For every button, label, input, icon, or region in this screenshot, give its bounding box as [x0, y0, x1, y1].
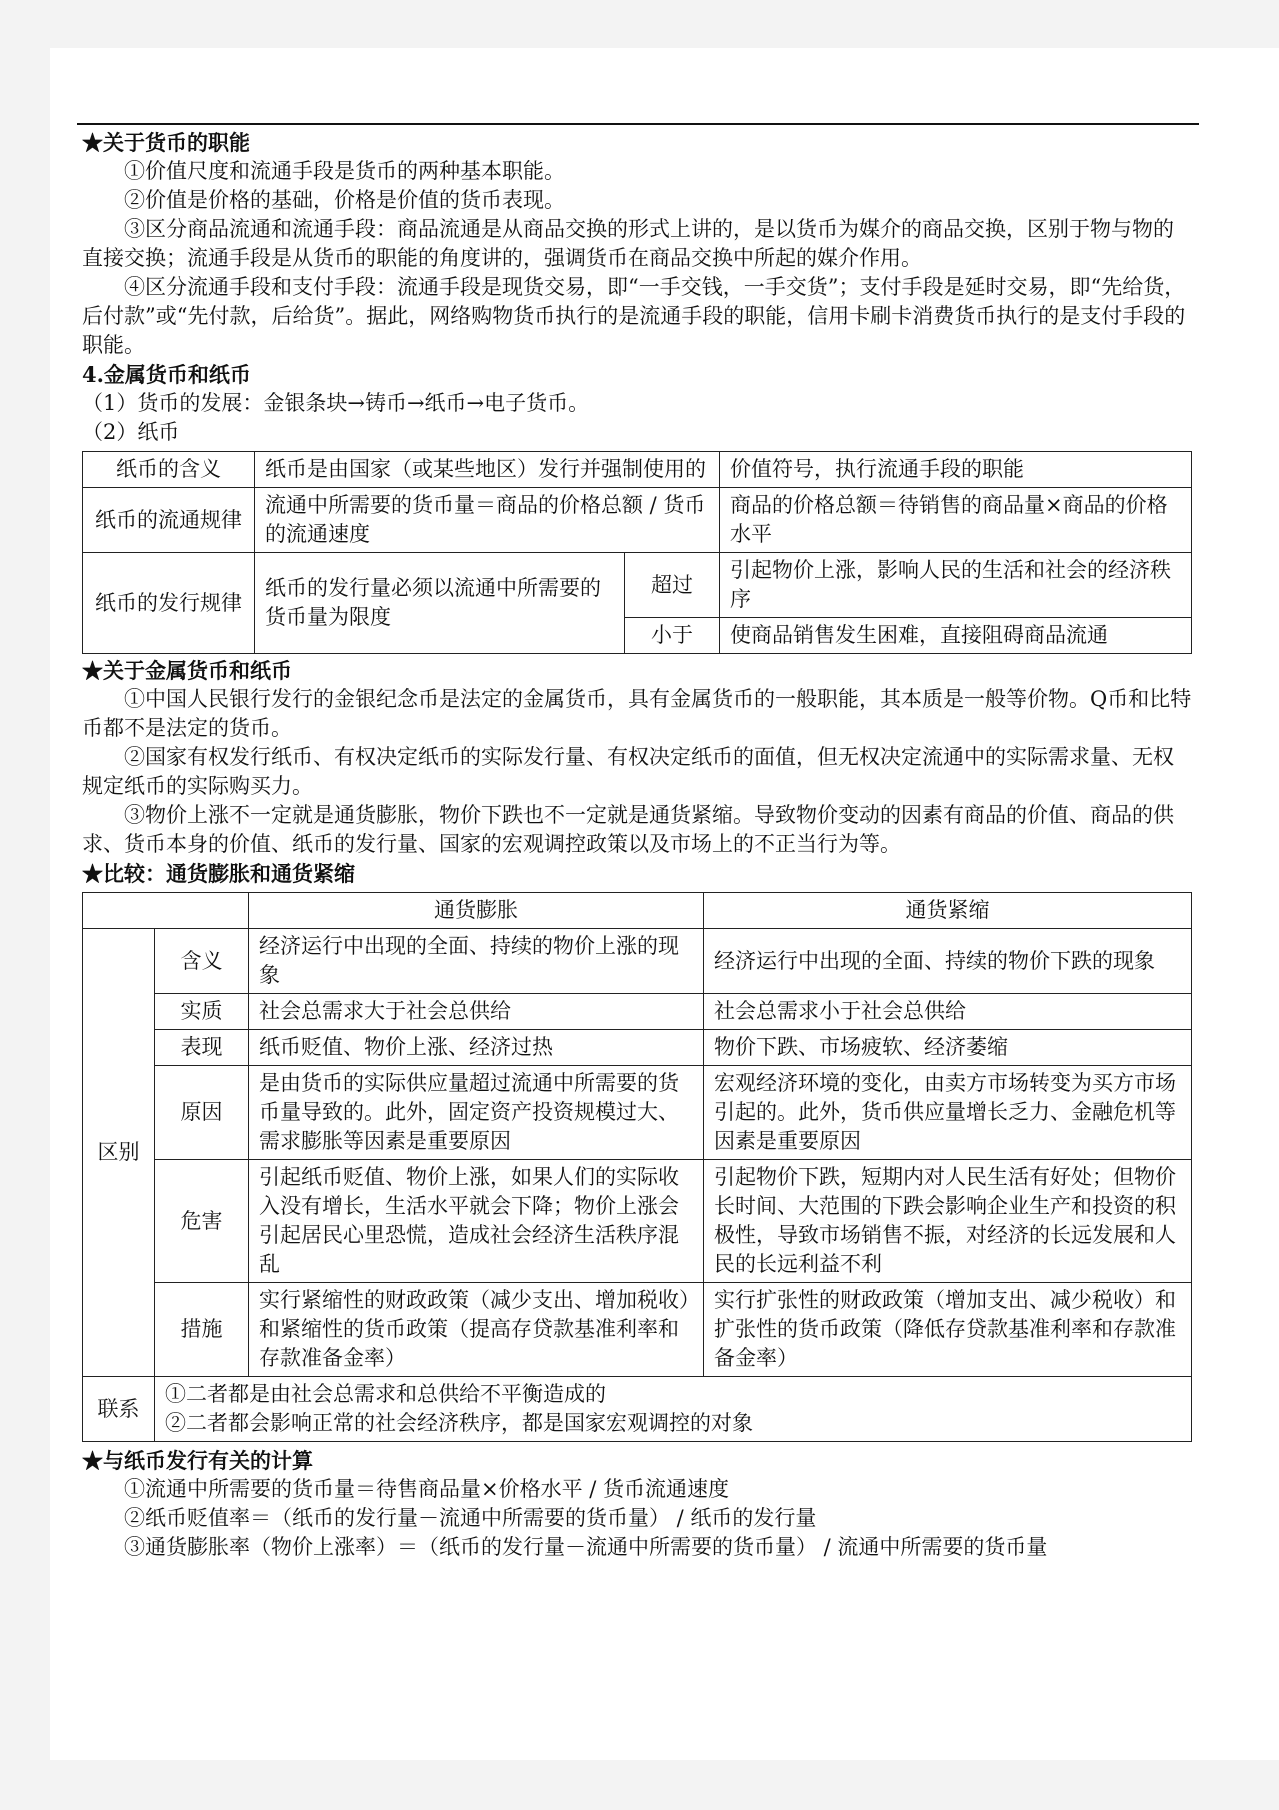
- row-label: 含义: [155, 929, 249, 994]
- cell: 经济运行中出现的全面、持续的物价上涨的现象: [249, 929, 704, 994]
- row-label: 原因: [155, 1066, 249, 1160]
- table-row: [83, 994, 1192, 1030]
- section-heading-metal-and-paper: ★关于金属货币和纸币: [82, 658, 292, 683]
- table-row: [83, 1160, 1192, 1283]
- cell: 社会总需求大于社会总供给: [249, 994, 704, 1030]
- cell: 社会总需求小于社会总供给: [704, 994, 1192, 1030]
- row-label: 纸币的流通规律: [83, 488, 255, 553]
- link-item: ①二者都是由社会总需求和总供给不平衡造成的: [165, 1382, 606, 1406]
- corner-cell: [83, 893, 249, 929]
- paper-money-table: [82, 451, 1192, 654]
- row-label: 实质: [155, 994, 249, 1030]
- column-header: 通货膨胀: [249, 893, 704, 929]
- row-label: 纸币的含义: [83, 452, 255, 488]
- cell: 引起物价上涨，影响人民的生活和社会的经济秩序: [720, 553, 1192, 618]
- section-heading-metal-paper: 4.金属货币和纸币: [82, 362, 251, 387]
- cell: 物价下跌、市场疲软、经济萎缩: [704, 1030, 1192, 1066]
- formula-item: ③通货膨胀率（物价上涨率）＝（纸币的发行量－流通中所需要的货币量） / 流通中所需要的货币量: [124, 1535, 1048, 1559]
- formula-item: ②纸币贬值率＝（纸币的发行量－流通中所需要的货币量） / 纸币的发行量: [124, 1506, 817, 1530]
- cell: 引起纸币贬值、物价上涨，如果人们的实际收入没有增长，生活水平就会下降；物价上涨会引起居民心里恐慌，造成社会经济生活秩序混乱: [249, 1160, 704, 1283]
- link-item: ②二者都会影响正常的社会经济秩序，都是国家宏观调控的对象: [165, 1411, 753, 1435]
- function-item: ③区分商品流通和流通手段：商品流通是从商品交换的形式上讲的，是以货币为媒介的商品交换，区别于物与物的直接交换；流通手段是从货币的职能的角度讲的，强调货币在商品交换中所起的媒介作用。: [82, 217, 1174, 270]
- row-label: 危害: [155, 1160, 249, 1283]
- note-item: ①中国人民银行发行的金银纪念币是法定的金属货币，具有金属货币的一般职能，其本质是一般等价物。Q币和比特币都不是法定的货币。: [82, 687, 1192, 740]
- cell: 经济运行中出现的全面、持续的物价下跌的现象: [704, 929, 1192, 994]
- cell: 实行紧缩性的财政政策（减少支出、增加税收）和紧缩性的货币政策（提高存贷款基准利率和存款准备金率）: [249, 1283, 704, 1377]
- table-row: [83, 1030, 1192, 1066]
- section-heading-calculation: ★与纸币发行有关的计算: [82, 1448, 313, 1473]
- note-item: ③物价上涨不一定就是通货膨胀，物价下跌也不一定就是通货紧缩。导致物价变动的因素有商品的价值、商品的供求、货币本身的价值、纸币的发行量、国家的宏观调控政策以及市场上的不正当行为等。: [82, 803, 1174, 856]
- cell-under-label: 小于: [625, 618, 720, 654]
- table-row: [83, 1066, 1192, 1160]
- document-body: [82, 128, 1192, 1562]
- table-header-row: [83, 893, 1192, 929]
- section-heading-functions: ★关于货币的职能: [82, 130, 250, 155]
- cell: 是由货币的实际供应量超过流通中所需要的货币量导致的。此外，固定资产投资规模过大、需求膨胀等因素是重要原因: [249, 1066, 704, 1160]
- table-row: [83, 1283, 1192, 1377]
- group-label: 联系: [83, 1377, 155, 1442]
- formula-item: ①流通中所需要的货币量＝待售商品量×价格水平 / 货币流通速度: [124, 1477, 730, 1501]
- column-header: 通货紧缩: [704, 893, 1192, 929]
- table-row: [83, 929, 1192, 994]
- cell: 纸币的发行量必须以流通中所需要的货币量为限度: [255, 553, 625, 654]
- cell: 纸币是由国家（或某些地区）发行并强制使用的: [255, 452, 720, 488]
- cell: 引起物价下跌，短期内对人民生活有好处；但物价长时间、大范围的下跌会影响企业生产和投资的积极性，导致市场销售不振，对经济的长远发展和人民的长远利益不利: [704, 1160, 1192, 1283]
- cell: 流通中所需要的货币量＝商品的价格总额 / 货币的流通速度: [255, 488, 720, 553]
- function-item: ④区分流通手段和支付手段：流通手段是现货交易，即“一手交钱，一手交货”；支付手段是延时交易，即“先给货，后付款”或“先付款，后给货”。据此，网络购物货币执行的是流通手段的职能，信用卡刷卡消费货币执行的是支付手段的职能。: [82, 275, 1186, 357]
- row-label: 措施: [155, 1283, 249, 1377]
- table-row: [83, 1377, 1192, 1442]
- section-heading-comparison: ★比较：通货膨胀和通货紧缩: [82, 861, 355, 886]
- function-item: ①价值尺度和流通手段是货币的两种基本职能。: [124, 159, 565, 183]
- cell: 使商品销售发生困难，直接阻碍商品流通: [720, 618, 1192, 654]
- row-label: 纸币的发行规律: [83, 553, 255, 654]
- header-rule: [77, 123, 1199, 125]
- function-item: ②价值是价格的基础，价格是价值的货币表现。: [124, 188, 565, 212]
- cell: 宏观经济环境的变化，由卖方市场转变为买方市场引起的。此外，货币供应量增长乏力、金融危机等因素是重要原因: [704, 1066, 1192, 1160]
- sub-heading-paper-money: （2）纸币: [82, 420, 180, 444]
- group-label: 区别: [83, 929, 155, 1377]
- cell: 价值符号，执行流通手段的职能: [720, 452, 1192, 488]
- sub-heading-development: （1）货币的发展：金银条块→铸币→纸币→电子货币。: [82, 391, 590, 415]
- table-row: [83, 452, 1192, 488]
- table-row: [83, 553, 1192, 618]
- cell-over-label: 超过: [625, 553, 720, 618]
- link-cell: [155, 1377, 1192, 1442]
- note-item: ②国家有权发行纸币、有权决定纸币的实际发行量、有权决定纸币的面值，但无权决定流通中的实际需求量、无权规定纸币的实际购买力。: [82, 745, 1174, 798]
- inflation-deflation-table: [82, 892, 1192, 1442]
- table-row: [83, 488, 1192, 553]
- cell: 商品的价格总额＝待销售的商品量×商品的价格水平: [720, 488, 1192, 553]
- cell: 实行扩张性的财政政策（增加支出、减少税收）和扩张性的货币政策（降低存贷款基准利率和存款准备金率）: [704, 1283, 1192, 1377]
- row-label: 表现: [155, 1030, 249, 1066]
- cell: 纸币贬值、物价上涨、经济过热: [249, 1030, 704, 1066]
